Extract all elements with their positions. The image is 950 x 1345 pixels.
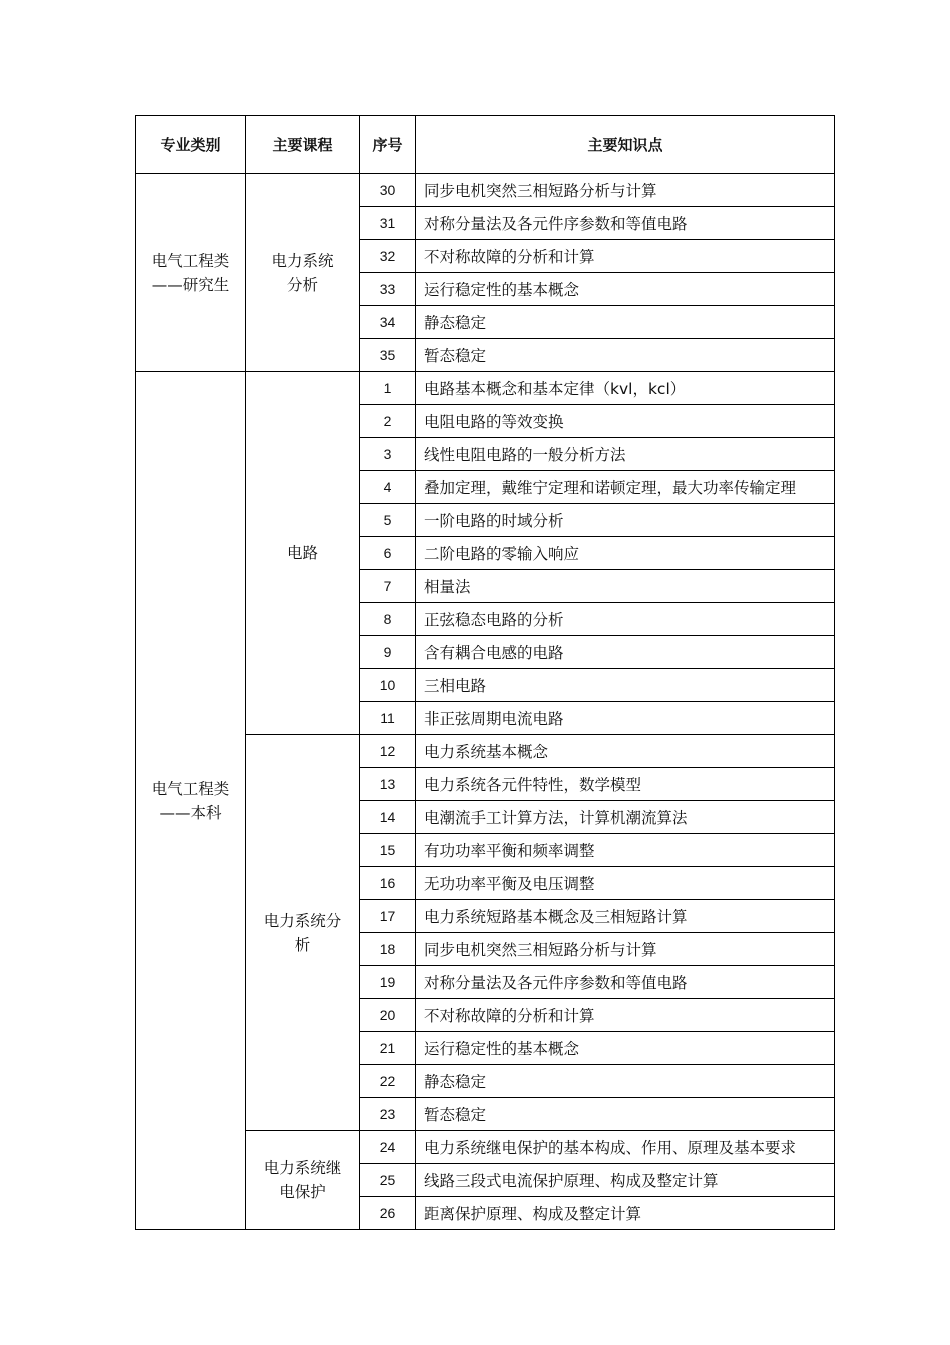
row-number: 17 [360,900,416,933]
knowledge-point: 叠加定理，戴维宁定理和诺顿定理，最大功率传输定理 [416,471,835,504]
row-number: 33 [360,273,416,306]
category-line: 电气工程类 [151,779,230,798]
table-row [136,372,835,405]
category-cell [136,372,246,1230]
knowledge-point: 电潮流手工计算方法，计算机潮流算法 [416,801,835,834]
knowledge-point: 电阻电路的等效变换 [416,405,835,438]
knowledge-point: 相量法 [416,570,835,603]
course-name-line: 电保护 [279,1183,326,1201]
row-number: 24 [360,1131,416,1164]
row-number: 25 [360,1164,416,1197]
knowledge-point: 电力系统继电保护的基本构成、作用、原理及基本要求 [416,1131,835,1164]
header-category: 专业类别 [136,116,246,174]
row-number: 19 [360,966,416,999]
knowledge-point: 距离保护原理、构成及整定计算 [416,1197,835,1230]
knowledge-point: 电路基本概念和基本定律（kvl，kcl） [416,372,835,405]
knowledge-point: 电力系统基本概念 [416,735,835,768]
knowledge-point: 无功功率平衡及电压调整 [416,867,835,900]
header-row [136,116,835,174]
course-name-line: 分析 [286,275,318,294]
row-number: 11 [360,702,416,735]
course-cell [246,1131,360,1230]
course-name-line: 电力系统继 [263,1159,342,1177]
header-points: 主要知识点 [416,116,835,174]
row-number: 5 [360,504,416,537]
knowledge-point: 暂态稳定 [416,1098,835,1131]
knowledge-point: 运行稳定性的基本概念 [416,1032,835,1065]
knowledge-point: 非正弦周期电流电路 [416,702,835,735]
course-name-line: 电力系统分 [263,911,342,930]
course-name-line: 电路 [286,544,318,562]
category-line: ——本科 [159,803,222,822]
header-number: 序号 [360,116,416,174]
knowledge-point: 不对称故障的分析和计算 [416,240,835,273]
row-number: 18 [360,933,416,966]
row-number: 14 [360,801,416,834]
row-number: 30 [360,174,416,207]
knowledge-point: 同步电机突然三相短路分析与计算 [416,174,835,207]
knowledge-point: 正弦稳态电路的分析 [416,603,835,636]
knowledge-point: 对称分量法及各元件序参数和等值电路 [416,207,835,240]
course-name-line: 电力系统 [271,251,334,270]
header-course: 主要课程 [246,116,360,174]
row-number: 10 [360,669,416,702]
knowledge-point: 三相电路 [416,669,835,702]
row-number: 2 [360,405,416,438]
knowledge-point: 对称分量法及各元件序参数和等值电路 [416,966,835,999]
knowledge-point: 电力系统短路基本概念及三相短路计算 [416,900,835,933]
course-cell [246,174,360,372]
row-number: 32 [360,240,416,273]
knowledge-point: 一阶电路的时域分析 [416,504,835,537]
knowledge-point: 有功功率平衡和频率调整 [416,834,835,867]
table-header [136,116,835,174]
row-number: 13 [360,768,416,801]
row-number: 8 [360,603,416,636]
knowledge-point: 线性电阻电路的一般分析方法 [416,438,835,471]
knowledge-table [135,115,835,1230]
knowledge-point: 暂态稳定 [416,339,835,372]
row-number: 31 [360,207,416,240]
row-number: 23 [360,1098,416,1131]
knowledge-point: 线路三段式电流保护原理、构成及整定计算 [416,1164,835,1197]
row-number: 3 [360,438,416,471]
knowledge-point: 静态稳定 [416,1065,835,1098]
row-number: 1 [360,372,416,405]
row-number: 22 [360,1065,416,1098]
knowledge-point: 运行稳定性的基本概念 [416,273,835,306]
course-cell [246,735,360,1131]
row-number: 6 [360,537,416,570]
knowledge-point: 二阶电路的零输入响应 [416,537,835,570]
knowledge-point: 静态稳定 [416,306,835,339]
knowledge-point: 不对称故障的分析和计算 [416,999,835,1032]
category-line: ——研究生 [151,275,230,294]
knowledge-point: 电力系统各元件特性，数学模型 [416,768,835,801]
row-number: 34 [360,306,416,339]
category-cell [136,174,246,372]
course-cell [246,372,360,735]
row-number: 21 [360,1032,416,1065]
row-number: 9 [360,636,416,669]
table-row [136,174,835,207]
row-number: 26 [360,1197,416,1230]
category-line: 电气工程类 [151,251,230,270]
row-number: 7 [360,570,416,603]
table-body [136,174,835,1230]
row-number: 15 [360,834,416,867]
row-number: 20 [360,999,416,1032]
row-number: 16 [360,867,416,900]
row-number: 4 [360,471,416,504]
row-number: 35 [360,339,416,372]
course-name-line: 析 [294,935,311,954]
row-number: 12 [360,735,416,768]
knowledge-point: 含有耦合电感的电路 [416,636,835,669]
knowledge-point: 同步电机突然三相短路分析与计算 [416,933,835,966]
